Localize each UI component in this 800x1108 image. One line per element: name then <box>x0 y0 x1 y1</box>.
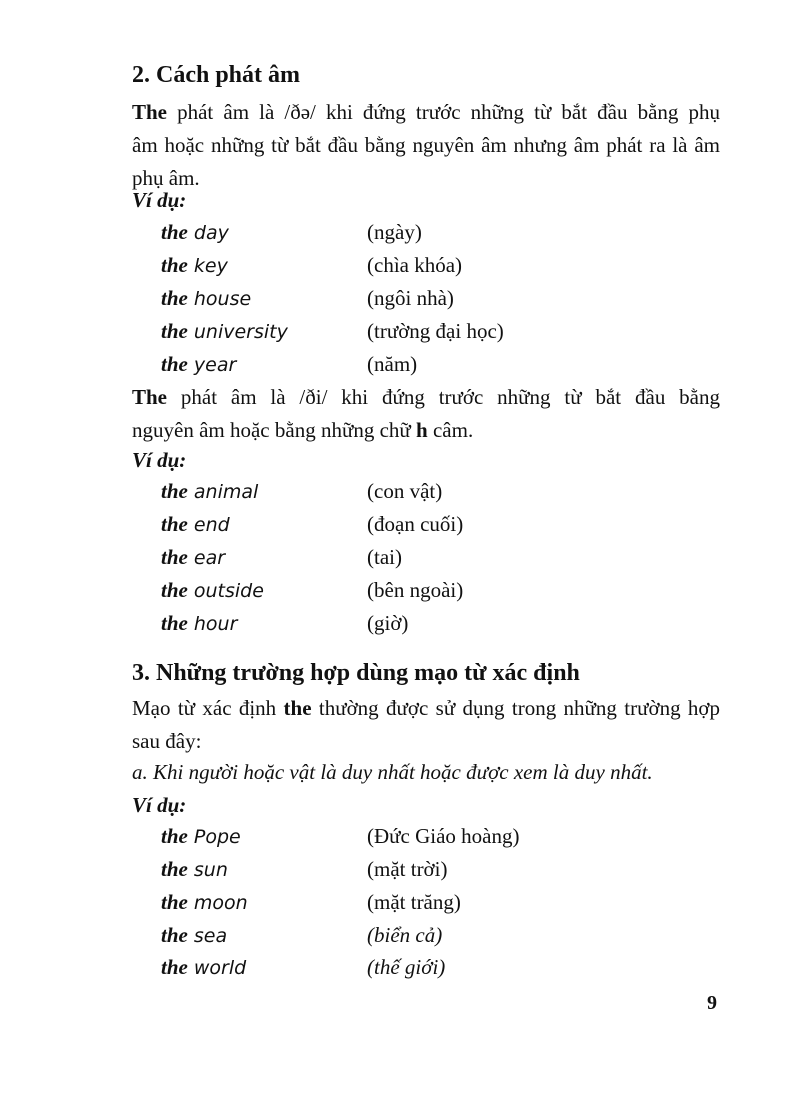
section-2-paragraph-1: The phát âm là /ðə/ khi đứng trước những từ bắt đầu bằng phụ âm hoặc những từ bắt đầu bằng nguyên âm nhưng âm phát ra là âm phụ âm. <box>132 100 720 190</box>
document-page: 2. Cách phát âm The phát âm là /ðə/ khi đứng trước những từ bắt đầu bằng phụ âm hoặc những từ bắt đầu bằng nguyên âm nhưng âm phát ra là âm phụ âm. Ví dụ: the day (ngày) the key (chìa khóa) the house (ngôi nhà) the university (trường đại học) the year (năm) The phát âm là /ði/ khi đứng trước những từ bắt đầu bằng nguyên âm hoặc bằng những chữ h câm. Ví dụ: the animal (con vật) the end (đoạn cuối) the ear (tai) the outside (bên ngoài) the hour (giờ) 3. Những trường hợp dùng mạo từ xác định Mạo từ xác định the thường được sử dụng trong những trường hợp sau đây: a. Khi người hoặc vật là duy nhất hoặc được xem là duy nhất. Ví dụ: the Pope (Đức Giáo hoàng) the sun (mặt trời) the moon (mặt trăng) the sea (biển cả) the world (thế giới) 9 <box>132 62 721 1014</box>
example-label: Ví dụ: <box>132 793 187 817</box>
example-label: Ví dụ: <box>132 448 187 472</box>
section-2-paragraph-2: The phát âm là /ði/ khi đứng trước những từ bắt đầu bằng nguyên âm hoặc bằng những chữ h câm. <box>132 385 720 442</box>
example-label: Ví dụ: <box>132 188 187 212</box>
section-3-heading: 3. Những trường hợp dùng mạo từ xác định <box>132 660 580 686</box>
section-3-intro: Mạo từ xác định the thường được sử dụng trong những trường hợp sau đây: <box>132 696 721 753</box>
section-2-heading: 2. Cách phát âm <box>132 62 301 88</box>
page-number: 9 <box>707 992 717 1014</box>
case-a-text: a. Khi người hoặc vật là duy nhất hoặc được xem là duy nhất. <box>132 760 653 784</box>
